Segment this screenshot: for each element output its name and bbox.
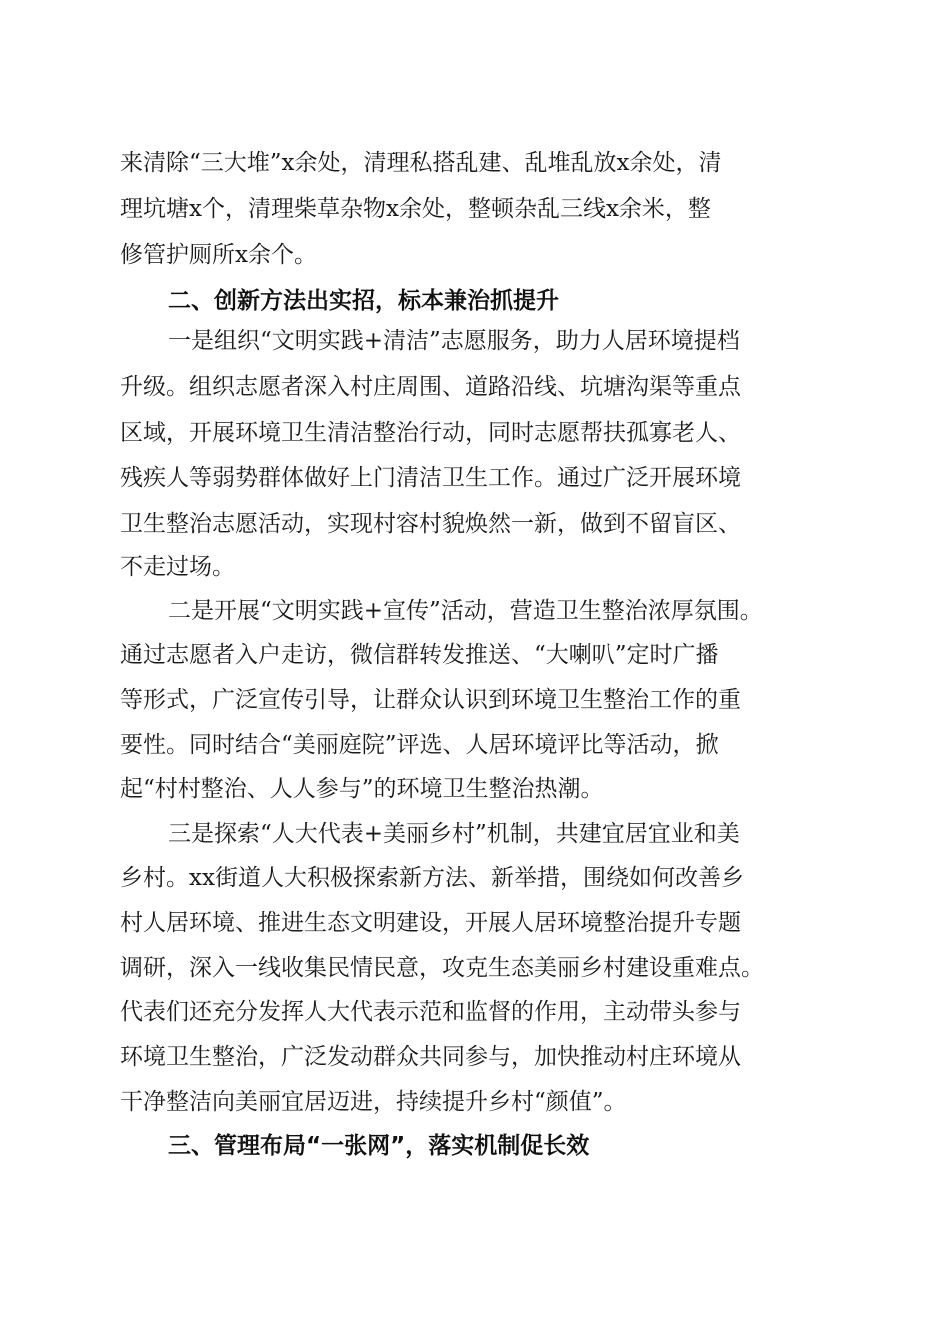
- paragraph-line: 修管护厕所x余个。: [120, 242, 317, 268]
- paragraph-line: 环境卫生整治，广泛发动群众共同参与，加快推动村庄环境从: [120, 1044, 741, 1070]
- paragraph-line: 来清除“三大堆”x余处，清理私搭乱建、乱堆乱放x余处，清: [120, 150, 722, 176]
- paragraph-line: 一是组织“文明实践+清洁”志愿服务，助力人居环境提档: [168, 328, 740, 354]
- paragraph-line: 二是开展“文明实践+宣传”活动，营造卫生整治浓厚氛围。: [168, 598, 763, 624]
- paragraph-line: 通过志愿者入户走访，微信群转发推送、“大喇叭”定时广播: [120, 642, 719, 668]
- paragraph-line: 要性。同时结合“美丽庭院”评选、人居环境评比等活动，掀: [120, 732, 719, 758]
- section-heading-2: 二、创新方法出实招，标本兼治抓提升: [168, 288, 559, 314]
- paragraph-line: 卫生整治志愿活动，实现村容村貌焕然一新，做到不留盲区、: [120, 511, 741, 537]
- paragraph-line: 干净整洁向美丽宜居迈进，持续提升乡村“颜值”。: [120, 1089, 627, 1115]
- section-heading-3: 三、管理布局“一张网”，落实机制促长效: [168, 1133, 590, 1159]
- paragraph-line: 残疾人等弱势群体做好上门清洁卫生工作。通过广泛开展环境: [120, 465, 741, 491]
- paragraph-line: 等形式，广泛宣传引导，让群众认识到环境卫生整治工作的重: [120, 687, 741, 713]
- paragraph-line: 区域，开展环境卫生清洁整治行动，同时志愿帮扶孤寡老人、: [120, 420, 741, 446]
- paragraph-line: 三是探索“人大代表+美丽乡村”机制，共建宜居宜业和美: [168, 821, 740, 847]
- paragraph-line: 理坑塘x个，清理柴草杂物x余处，整顿杂乱三线x余米，整: [120, 196, 711, 222]
- paragraph-line: 不走过场。: [120, 554, 235, 580]
- paragraph-line: 代表们还充分发挥人大代表示范和监督的作用，主动带头参与: [120, 999, 741, 1025]
- paragraph-line: 村人居环境、推进生态文明建设，开展人居环境整治提升专题: [120, 910, 741, 936]
- paragraph-line: 调研，深入一线收集民情民意，攻克生态美丽乡村建设重难点。: [120, 955, 764, 981]
- paragraph-line: 起“村村整治、人人参与”的环境卫生整治热潮。: [120, 776, 604, 802]
- paragraph-line: 乡村。xx街道人大积极探索新方法、新举措，围绕如何改善乡: [120, 865, 744, 891]
- paragraph-line: 升级。组织志愿者深入村庄周围、道路沿线、坑塘沟渠等重点: [120, 374, 741, 400]
